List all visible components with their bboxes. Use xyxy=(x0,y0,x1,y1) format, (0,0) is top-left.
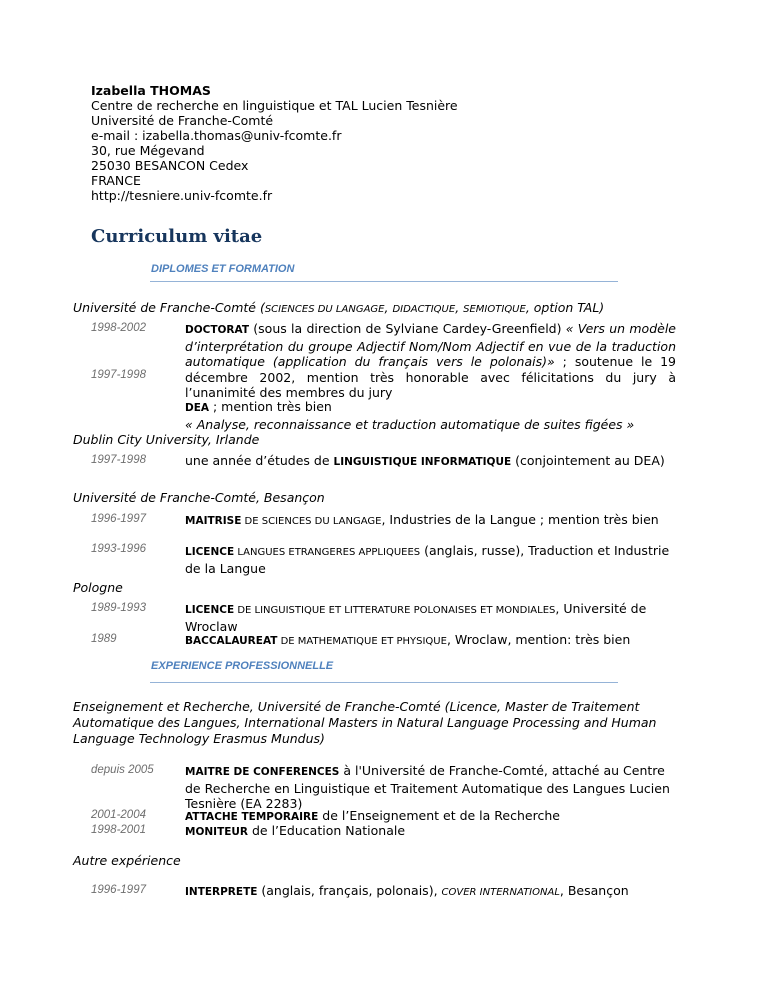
institution-heading: Université de Franche-Comté (SCIENCES DU LANGAGE, DIDACTIQUE, SEMIOTIQUE, option TAL) xyxy=(73,300,605,315)
institution-heading: Autre expérience xyxy=(73,853,181,868)
entry-doctorat: DOCTORAT (sous la direction de Sylviane Cardey-Greenfield) « Vers un modèle d’interprétation du groupe Adjectif Nom/Nom Adjectif en vue de la traduction automatique (application du français vers le polonais)» ; soutenue le 19 décembre 2002, mention très honorable avec félicitations du jury à l’unanimité des membres du jury xyxy=(185,321,676,400)
contact-line: Université de Franche-Comté xyxy=(91,113,274,128)
institution-heading: Pologne xyxy=(73,580,123,595)
entry-dea: DEA ; mention très bien « Analyse, reconnaissance et traduction automatique de suites figées » xyxy=(185,399,635,432)
author-name: Izabella THOMAS xyxy=(91,83,211,98)
entry-year: 1997-1998 xyxy=(91,369,146,381)
institution-heading: Université de Franche-Comté, Besançon xyxy=(73,490,325,505)
contact-url: http://tesniere.univ-fcomte.fr xyxy=(91,188,273,203)
contact-block xyxy=(91,83,458,203)
entry-year: depuis 2005 xyxy=(91,764,154,776)
document-title: Curriculum vitae xyxy=(91,226,263,247)
contact-email: e-mail : izabella.thomas@univ-fcomte.fr xyxy=(91,128,342,143)
contact-line: Centre de recherche en linguistique et TAL Lucien Tesnière xyxy=(91,98,458,113)
entry-year: 1989-1993 xyxy=(91,602,146,614)
contact-line: 30, rue Mégevand xyxy=(91,143,205,158)
entry-maitrise: MAITRISE DE SCIENCES DU LANGAGE, Industries de la Langue ; mention très bien xyxy=(185,512,659,527)
entry-year: 1996-1997 xyxy=(91,884,146,896)
section-title-experience: EXPERIENCE PROFESSIONNELLE xyxy=(151,660,334,672)
section-divider xyxy=(150,281,618,282)
entry-year: 1993-1996 xyxy=(91,543,146,555)
institution-heading: Dublin City University, Irlande xyxy=(73,432,260,447)
entry-year: 1997-1998 xyxy=(91,454,146,466)
entry-year: 1998-2002 xyxy=(91,322,146,334)
entry-year: 1998-2001 xyxy=(91,824,146,836)
entry-maitre-conferences: MAITRE DE CONFERENCES à l'Université de Franche-Comté, attaché au Centre de Recherche en Linguistique et Traitement Automatique des Langues Lucien Tesnière (EA 2283) xyxy=(185,763,670,811)
section-divider xyxy=(150,682,618,683)
entry-licence-wroclaw: LICENCE DE LINGUISTIQUE ET LITTERATURE POLONAISES ET MONDIALES, Université de Wroclaw xyxy=(185,601,647,634)
institution-heading: Enseignement et Recherche, Université de Franche-Comté (Licence, Master de Traitement Automatique des Langues, International Masters in Natural Language Processing and Human Language Technology Erasmus Mundus) xyxy=(73,699,657,746)
contact-line: 25030 BESANCON Cedex xyxy=(91,158,249,173)
entry-interprete: INTERPRETE (anglais, français, polonais), COVER INTERNATIONAL, Besançon xyxy=(185,883,629,898)
entry-licence-lea: LICENCE LANGUES ETRANGERES APPLIQUEES (anglais, russe), Traduction et Industrie de la Langue xyxy=(185,543,670,576)
contact-line: FRANCE xyxy=(91,173,141,188)
section-title-education: DIPLOMES ET FORMATION xyxy=(151,263,295,275)
entry-dcu: une année d’études de LINGUISTIQUE INFORMATIQUE (conjointement au DEA) xyxy=(185,453,665,468)
entry-year: 1996-1997 xyxy=(91,513,146,525)
entry-baccalaureat: BACCALAUREAT DE MATHEMATIQUE ET PHYSIQUE, Wroclaw, mention: très bien xyxy=(185,632,631,647)
entry-moniteur: MONITEUR de l’Education Nationale xyxy=(185,823,406,838)
entry-year: 1989 xyxy=(91,633,117,645)
entry-ater: ATTACHE TEMPORAIRE de l’Enseignement et de la Recherche xyxy=(185,808,560,823)
entry-year: 2001-2004 xyxy=(91,809,146,821)
